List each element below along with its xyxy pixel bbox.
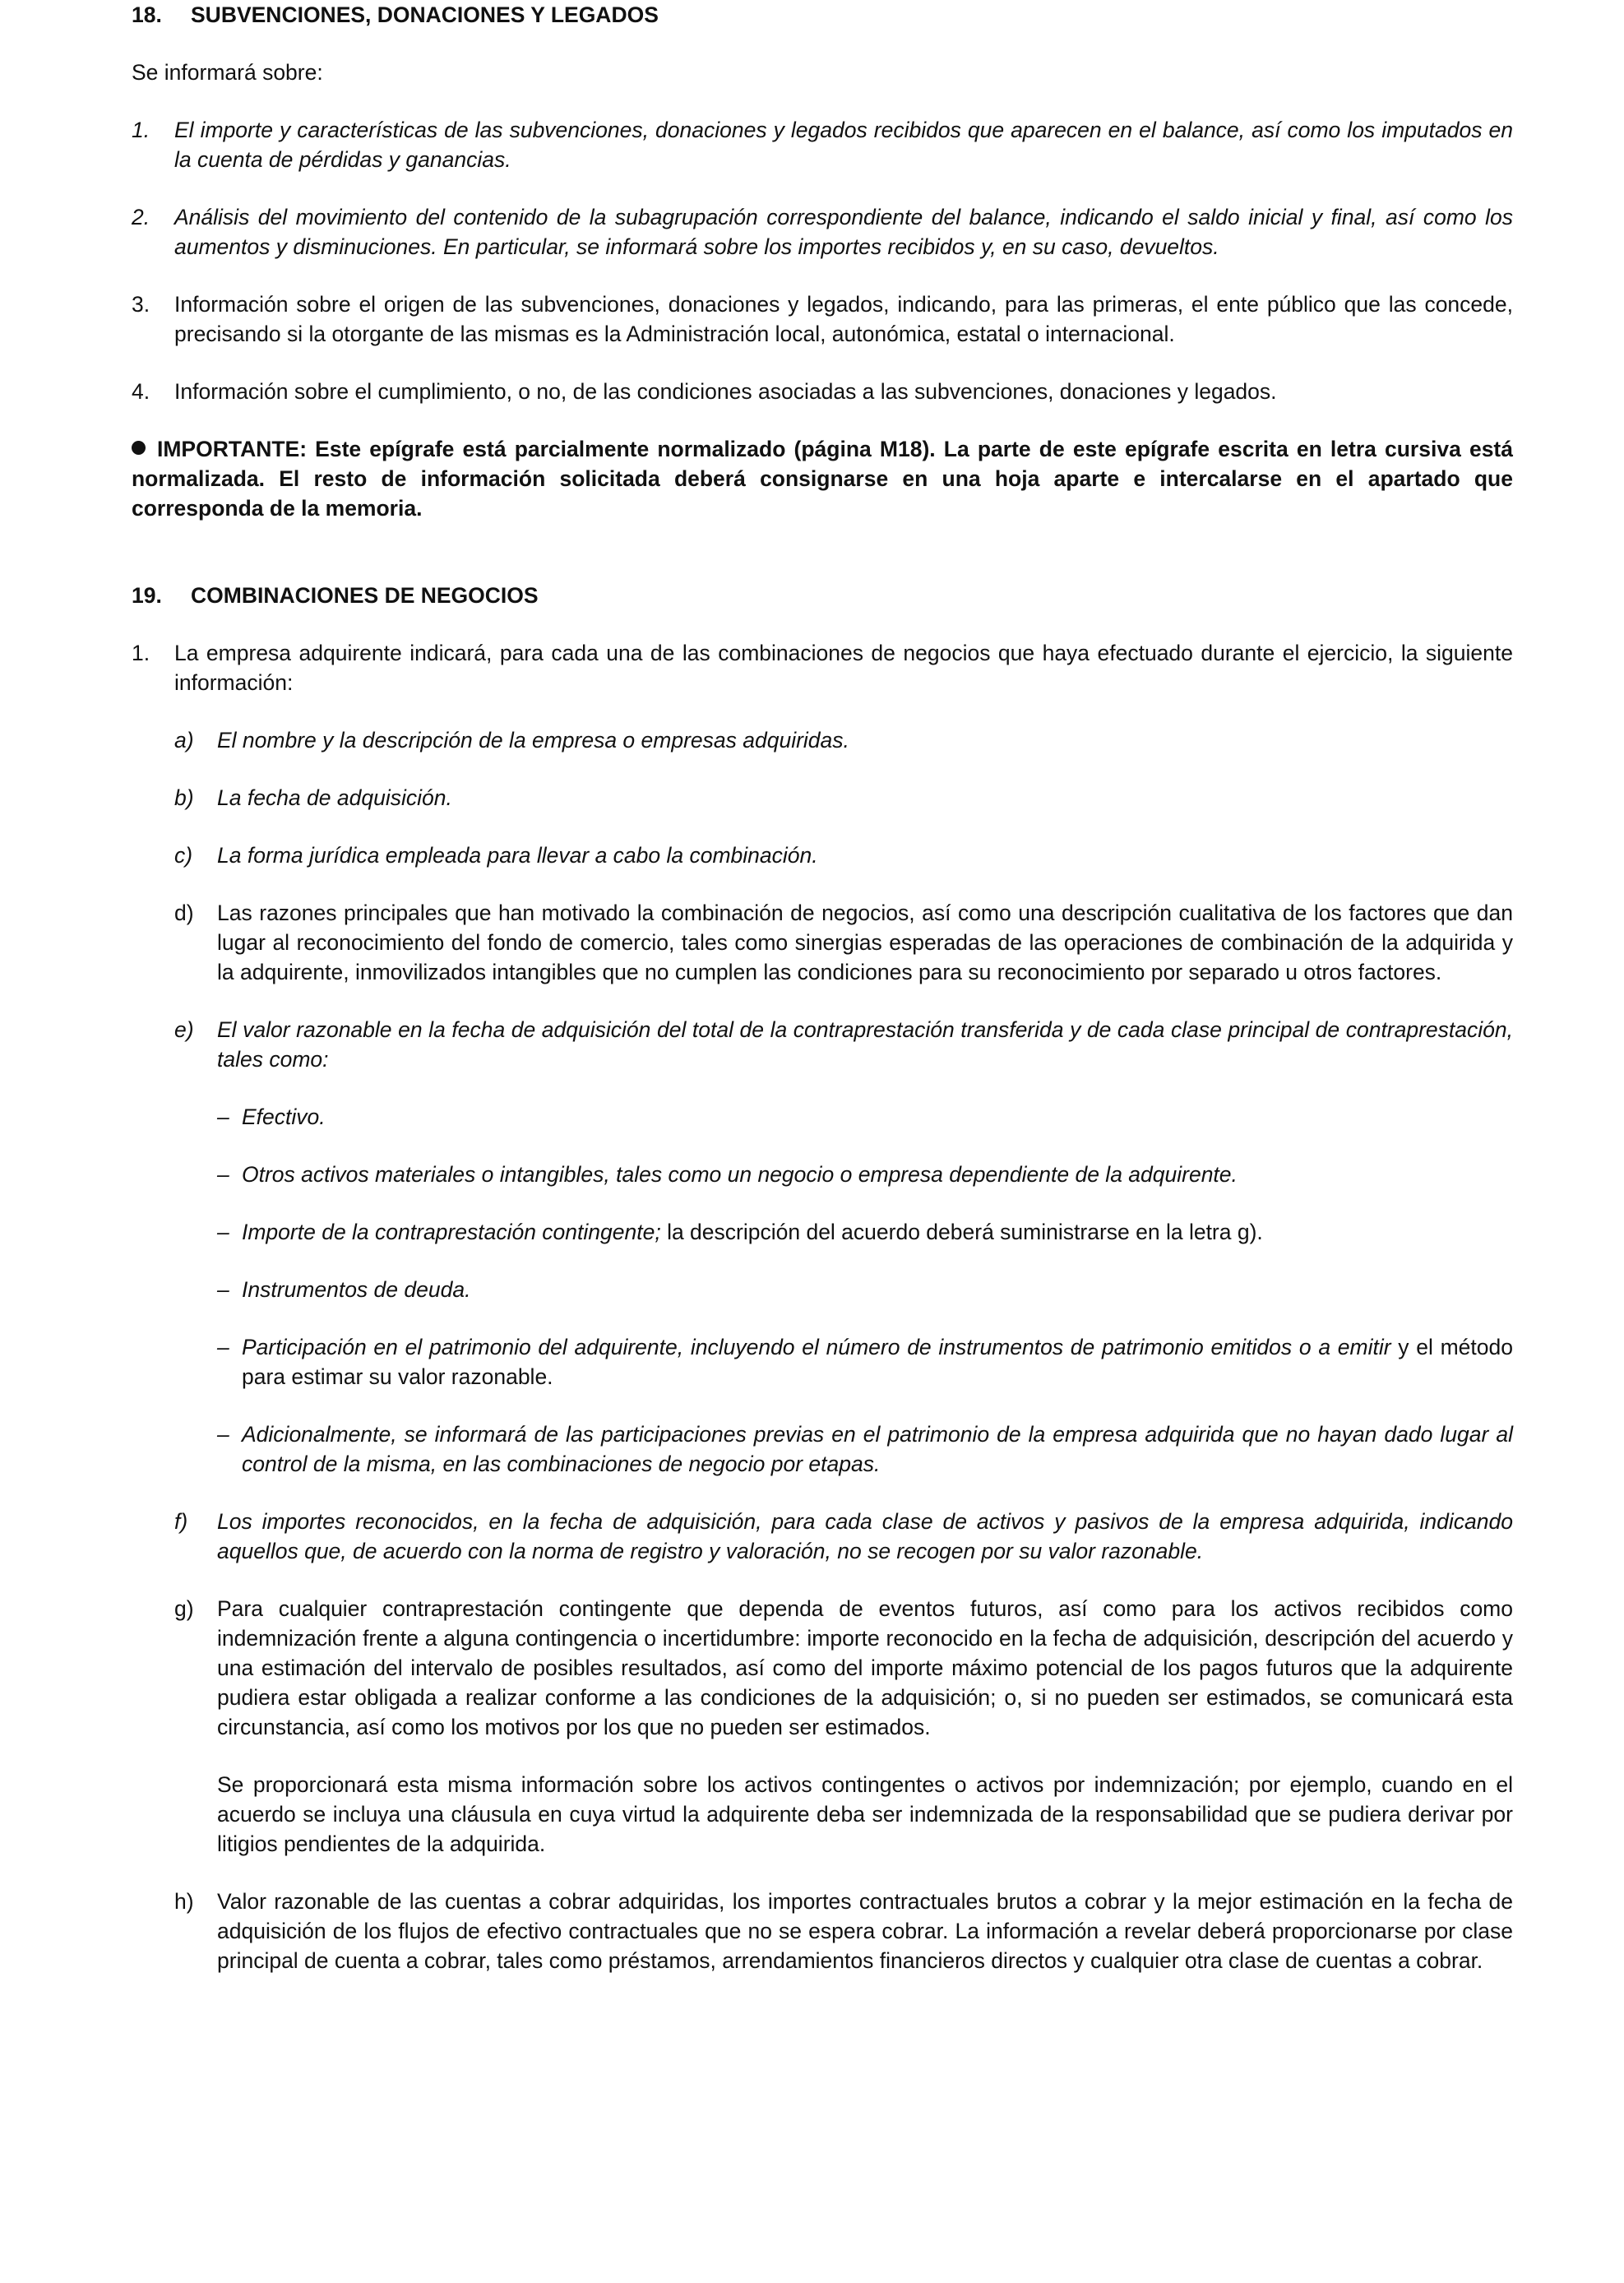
dash-item (217, 1419, 1513, 1479)
dash-mark: – (217, 1220, 229, 1244)
list-item (132, 377, 1513, 406)
sub-item-letter: c) (174, 843, 193, 868)
section-19-heading (132, 581, 1513, 610)
sub-item-text: La fecha de adquisición. (217, 785, 452, 810)
item-text: El importe y características de las subvenciones, donaciones y legados recibidos que aparecen en el balance, así como los imputados en la cuenta de pérdidas y ganancias. (174, 118, 1513, 172)
dash-item (217, 1102, 1513, 1132)
section-title: SUBVENCIONES, DONACIONES Y LEGADOS (191, 2, 659, 27)
list-item (132, 202, 1513, 262)
item-number: 1. (132, 641, 150, 665)
sub-item-text: Las razones principales que han motivado la combinación de negocios, así como una descripción cualitativa de los factores que dan lugar al reconocimiento del fondo de comercio, tales como sinergias esperadas de las operaciones de combinación de la adquirida y la adquirente, inmovilizados intangibles que no cumplen las condiciones para su reconocimiento por separado u otros factores. (217, 901, 1513, 984)
dash-mark: – (217, 1422, 229, 1447)
section-18-heading (132, 0, 1513, 30)
item-text: Información sobre el origen de las subvenciones, donaciones y legados, indicando, para las primeras, el ente público que las concede, precisando si la otorgante de las mismas es la Administración local, autonómica, estatal o internacional. (174, 292, 1513, 346)
sub-item-a (174, 725, 1513, 755)
dash-text: Instrumentos de deuda. (242, 1277, 471, 1302)
item-text: Información sobre el cumplimiento, o no, de las condiciones asociadas a las subvenciones, donaciones y legados. (174, 379, 1277, 404)
sub-item-f (174, 1507, 1513, 1566)
sub-item-text: Para cualquier contraprestación contingente que dependa de eventos futuros, así como para los activos recibidos como indemnización frente a alguna contingencia o incertidumbre: importe reconocido en la fecha de adquisición, descripción del acuerdo y una estimación del intervalo de posibles resultados, así como del importe máximo potencial de los pagos futuros que la adquirente pudiera estar obligada a realizar conforme a las condiciones de la adquisición; o, si no pueden ser estimados, se comunicará esta circunstancia, así como los motivos por los que no pueden ser estimados. (217, 1596, 1513, 1739)
sub-item-letter: b) (174, 785, 194, 810)
sub-item-e (174, 1015, 1513, 1074)
sub-item-letter: d) (174, 901, 194, 925)
sub-item-letter: f) (174, 1509, 188, 1534)
sub-item-text: El valor razonable en la fecha de adquisición del total de la contraprestación transferida y de cada clase principal de contraprestación, tales como: (217, 1017, 1513, 1072)
important-text: IMPORTANTE: Este epígrafe está parcialmente normalizado (página M18). La parte de este epígrafe escrita en letra cursiva está normalizada. El resto de información solicitada deberá consignarse en una hoja aparte e intercalarse en el apartado que corresponda de la memoria. (132, 437, 1513, 521)
dash-text: Adicionalmente, se informará de las participaciones previas en el patrimonio de la empresa adquirida que no hayan dado lugar al control de la misma, en las combinaciones de negocio por etapas. (242, 1422, 1513, 1476)
sub-item-g-paragraph: Se proporcionará esta misma información sobre los activos contingentes o activos por indemnización; por ejemplo, cuando en el acuerdo se incluya una cláusula en cuya virtud la adquirente deba ser indemnizada de la responsabilidad que se pudiera derivar por litigios pendientes de la adquirida. (217, 1772, 1513, 1856)
sub-item-letter: a) (174, 728, 194, 753)
dash-mark: – (217, 1335, 229, 1359)
dash-item (217, 1332, 1513, 1392)
item-text: Análisis del movimiento del contenido de la subagrupación correspondiente del balance, indicando el saldo inicial y final, así como los aumentos y disminuciones. En particular, se informará sobre los importes recibidos y, en su caso, devueltos. (174, 205, 1513, 259)
dash-text-italic: Participación en el patrimonio del adquirente, incluyendo el número de instrumentos de patrimonio emitidos o a emitir (242, 1335, 1391, 1359)
dash-text: Efectivo. (242, 1104, 326, 1129)
sub-item-letter: h) (174, 1889, 194, 1914)
section-number: 19. (132, 583, 162, 608)
dash-text (242, 1332, 1513, 1392)
dash-mark: – (217, 1162, 229, 1187)
list-item (132, 115, 1513, 174)
sub-item-d (174, 898, 1513, 987)
dash-text-regular: la descripción del acuerdo deberá suministrarse en la letra g). (660, 1220, 1263, 1244)
section-number: 18. (132, 2, 162, 27)
dash-mark: – (217, 1104, 229, 1129)
sub-item-text: El nombre y la descripción de la empresa o empresas adquiridas. (217, 728, 849, 753)
dash-item (217, 1160, 1513, 1189)
sub-item-letter: g) (174, 1596, 194, 1621)
item-number: 3. (132, 292, 150, 317)
dash-mark: – (217, 1277, 229, 1302)
item-number: 1. (132, 118, 150, 142)
section-title: COMBINACIONES DE NEGOCIOS (191, 583, 539, 608)
dash-text-italic: Importe de la contraprestación contingente; (242, 1220, 661, 1244)
item-number: 4. (132, 379, 150, 404)
dash-text: Otros activos materiales o intangibles, tales como un negocio o empresa dependiente de la adquirente. (242, 1162, 1238, 1187)
sub-item-text: Valor razonable de las cuentas a cobrar adquiridas, los importes contractuales brutos a cobrar y la mejor estimación en la fecha de adquisición de los flujos de efectivo contractuales que no se espera cobrar. La información a revelar deberá proporcionarse por clase principal de cuenta a cobrar, tales como préstamos, arrendamientos financieros directos y cualquier otra clase de cuentas a cobrar. (217, 1889, 1513, 1973)
dash-item (217, 1275, 1513, 1304)
sub-item-text: Los importes reconocidos, en la fecha de adquisición, para cada clase de activos y pasivos de la empresa adquirida, indicando aquellos que, de acuerdo con la norma de registro y valoración, no se recogen por su valor razonable. (217, 1509, 1513, 1563)
sub-item-g (174, 1594, 1513, 1742)
item-number: 2. (132, 205, 150, 229)
sub-item-b (174, 783, 1513, 813)
list-item (132, 289, 1513, 349)
dash-text-regular: y el método para estimar su valor razonable. (242, 1335, 1513, 1389)
item-text: La empresa adquirente indicará, para cada una de las combinaciones de negocios que haya efectuado durante el ejercicio, la siguiente información: (174, 641, 1513, 695)
list-item (132, 638, 1513, 697)
sub-item-c (174, 840, 1513, 870)
important-note (132, 434, 1513, 523)
bullet-icon (132, 441, 146, 455)
sub-item-text: La forma jurídica empleada para llevar a cabo la combinación. (217, 843, 818, 868)
sub-item-h (174, 1887, 1513, 1975)
dash-text (242, 1217, 1513, 1247)
section-18-intro: Se informará sobre: (132, 60, 323, 85)
dash-item (217, 1217, 1513, 1247)
document-content (132, 0, 1513, 1975)
sub-item-letter: e) (174, 1017, 194, 1042)
